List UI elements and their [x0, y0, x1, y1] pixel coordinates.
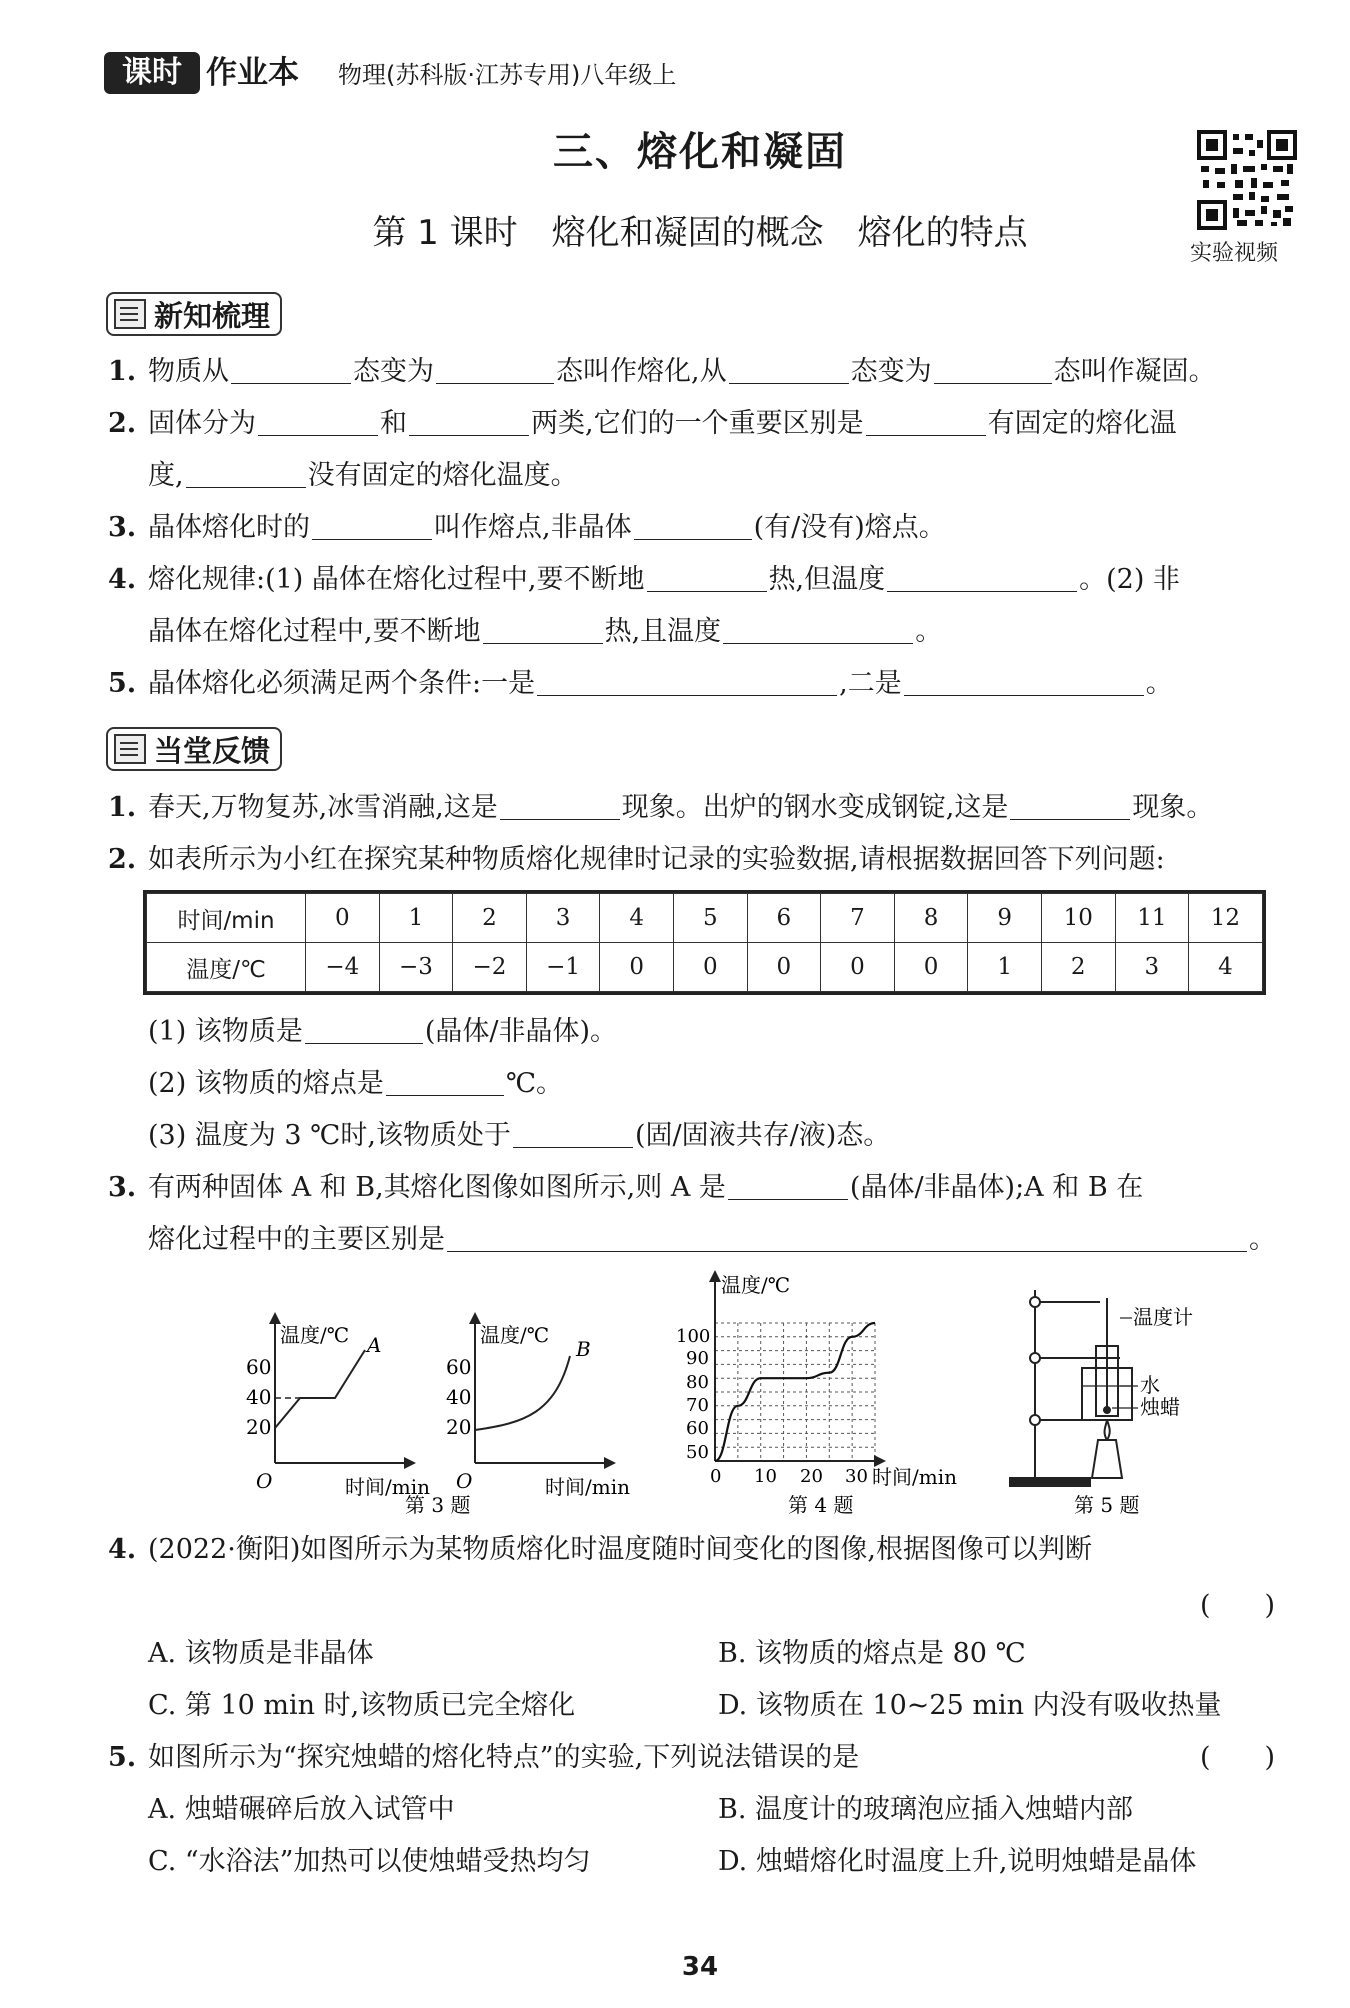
subject-label: 物理(苏科版·江苏专用)八年级上 [338, 61, 677, 89]
axis-label: 温度/℃ [280, 1323, 350, 1347]
table-cell: 10 [1041, 894, 1115, 943]
table-cell: 11 [1115, 894, 1189, 943]
table-cell: 1 [968, 943, 1042, 992]
choice-b[interactable]: B. 该物质的熔点是 80 ℃ [718, 1638, 1026, 1669]
tick-label: 70 [686, 1395, 709, 1416]
s1-question-4-cont: 晶体在熔化过程中,要不断地 热,且温度 。 [148, 616, 943, 647]
qr-caption: 实验视频 [1190, 241, 1279, 266]
origin-label: O [456, 1469, 473, 1493]
table-cell: −1 [526, 943, 600, 992]
data-table [146, 893, 1263, 992]
axis-label: 温度/℃ [480, 1323, 550, 1347]
answer-blank[interactable] [728, 1172, 848, 1200]
s2-question-2-sub2: (2) 该物质的熔点是 ℃。 [148, 1068, 564, 1099]
table-cell: 3 [526, 894, 600, 943]
tick-label: 30 [845, 1466, 868, 1487]
answer-blank[interactable] [537, 668, 837, 696]
s1-question-4: 4. 熔化规律:(1) 晶体在熔化过程中,要不断地 热,但温度 。(2) 非 [108, 564, 1180, 595]
pencil-note-icon [114, 734, 146, 764]
figure-3b-graph [446, 1318, 630, 1499]
answer-blank[interactable] [1010, 792, 1130, 820]
section-header-feedback [106, 727, 282, 771]
table-cell: 0 [673, 943, 747, 992]
chapter-title: 三、熔化和凝固 [553, 129, 847, 175]
s1-question-1: 1. 物质从 态变为 态叫作熔化,从 态变为 态叫作凝固。 [108, 356, 1216, 387]
choice-c[interactable]: C. 第 10 min 时,该物质已完全熔化 [148, 1690, 576, 1721]
tick-label: 60 [246, 1355, 272, 1379]
svg-text:烛蜡: 烛蜡 [1140, 1395, 1180, 1419]
choice-a[interactable]: A. 烛蜡碾碎后放入试管中 [148, 1794, 455, 1825]
answer-blank[interactable] [386, 1068, 504, 1096]
s2-question-2-sub3: (3) 温度为 3 ℃时,该物质处于 (固/固液共存/液)态。 [148, 1120, 891, 1151]
choice-b[interactable]: B. 温度计的玻璃泡应插入烛蜡内部 [718, 1794, 1134, 1825]
choice-d[interactable]: D. 该物质在 10~25 min 内没有吸收热量 [718, 1690, 1222, 1721]
tick-label: 90 [686, 1348, 709, 1369]
answer-paren[interactable]: ( ) [1200, 1742, 1276, 1773]
section-title: 当堂反馈 [154, 733, 271, 768]
tick-label: 60 [686, 1418, 709, 1439]
table-cell: 5 [673, 894, 747, 943]
s2-question-4: 4. (2022·衡阳)如图所示为某物质熔化时温度随时间变化的图像,根据图像可以判断 [108, 1534, 1092, 1565]
table-cell: 7 [821, 894, 895, 943]
answer-blank[interactable] [634, 512, 752, 540]
answer-blank[interactable] [723, 616, 913, 644]
s2-question-3: 3. 有两种固体 A 和 B,其熔化图像如图所示,则 A 是 (晶体/非晶体);A 和 B 在 [108, 1172, 1144, 1203]
figure-5-apparatus [1010, 1290, 1132, 1486]
tick-label: 10 [754, 1466, 777, 1487]
table-cell: 4 [600, 894, 674, 943]
table-cell: 0 [747, 943, 821, 992]
table-row [147, 894, 1263, 943]
tick-label: 60 [446, 1355, 472, 1379]
figure-caption: 第 5 题 [1074, 1493, 1140, 1517]
tick-label: 0 [710, 1466, 722, 1487]
answer-blank[interactable] [934, 356, 1052, 384]
table-header-cell: 时间/min [147, 894, 306, 943]
brand-suffix: 作业本 [206, 55, 299, 91]
figure-4-chart [676, 1273, 957, 1489]
table-cell: 8 [894, 894, 968, 943]
table-row [147, 943, 1263, 992]
figure-3a-graph [246, 1318, 430, 1499]
s1-question-5: 5. 晶体熔化必须满足两个条件:一是 ,二是 。 [108, 668, 1173, 699]
table-cell: 0 [306, 894, 380, 943]
choice-a[interactable]: A. 该物质是非晶体 [148, 1638, 374, 1669]
s2-question-2-sub1: (1) 该物质是 (晶体/非晶体)。 [148, 1016, 617, 1047]
table-cell: 9 [968, 894, 1042, 943]
origin-label: O [256, 1469, 273, 1493]
answer-blank[interactable] [312, 512, 432, 540]
table-cell: −2 [453, 943, 527, 992]
answer-blank[interactable] [513, 1120, 633, 1148]
answer-blank[interactable] [447, 1224, 1247, 1252]
table-cell: 3 [1115, 943, 1189, 992]
tick-label: 40 [246, 1385, 272, 1409]
table-header-cell: 温度/℃ [147, 943, 306, 992]
svg-text:温度计: 温度计 [1133, 1305, 1193, 1329]
s2-question-1: 1. 春天,万物复苏,冰雪消融,这是 现象。出炉的钢水变成钢锭,这是 现象。 [108, 792, 1214, 823]
answer-paren[interactable]: ( ) [1200, 1590, 1276, 1621]
table-cell: 6 [747, 894, 821, 943]
s1-question-2-cont: 度, 没有固定的熔化温度。 [148, 460, 578, 491]
s2-question-3-cont: 熔化过程中的主要区别是 。 [148, 1224, 1276, 1255]
answer-blank[interactable] [904, 668, 1144, 696]
table-cell: −4 [306, 943, 380, 992]
page-number: 34 [681, 1952, 719, 1982]
answer-blank[interactable] [305, 1016, 423, 1044]
answer-blank[interactable] [258, 408, 378, 436]
s2-question-2: 2. 如表所示为小红在探究某种物质熔化规律时记录的实验数据,请根据数据回答下列问题: [108, 844, 1165, 875]
answer-blank[interactable] [409, 408, 529, 436]
table-cell: −3 [379, 943, 453, 992]
choice-c[interactable]: C. “水浴法”加热可以使烛蜡受热均匀 [148, 1846, 591, 1877]
curve-label: A [367, 1333, 382, 1357]
answer-blank[interactable] [231, 356, 351, 384]
answer-blank[interactable] [647, 564, 767, 592]
tick-label: 80 [686, 1372, 709, 1393]
table-cell: 0 [821, 943, 895, 992]
tick-label: 50 [686, 1442, 709, 1463]
axis-label: 时间/min [345, 1475, 430, 1499]
answer-blank[interactable] [500, 792, 620, 820]
curve-label: B [576, 1337, 591, 1361]
axis-label: 温度/℃ [721, 1273, 791, 1297]
table-cell: 4 [1189, 943, 1263, 992]
tick-label: 20 [246, 1415, 272, 1439]
answer-blank[interactable] [866, 408, 986, 436]
book-icon [114, 299, 146, 329]
section-title: 新知梳理 [154, 298, 271, 333]
s1-question-3: 3. 晶体熔化时的 叫作熔点,非晶体 (有/没有)熔点。 [108, 512, 946, 543]
tick-label: 20 [800, 1466, 823, 1487]
tick-label: 100 [676, 1326, 711, 1347]
choice-d[interactable]: D. 烛蜡熔化时温度上升,说明烛蜡是晶体 [718, 1846, 1197, 1877]
svg-text:水: 水 [1140, 1373, 1160, 1397]
answer-blank[interactable] [729, 356, 849, 384]
answer-blank[interactable] [186, 460, 306, 488]
brand-logo: 课时 [104, 52, 200, 94]
answer-blank[interactable] [483, 616, 603, 644]
answer-blank[interactable] [887, 564, 1077, 592]
qr-code-icon[interactable] [1197, 130, 1297, 230]
section-header-new-knowledge [106, 292, 282, 336]
figure-caption: 第 3 题 [405, 1493, 471, 1517]
table-cell: 2 [453, 894, 527, 943]
tick-label: 40 [446, 1385, 472, 1409]
table-cell: 0 [600, 943, 674, 992]
answer-blank[interactable] [436, 356, 554, 384]
figure-caption: 第 4 题 [788, 1493, 854, 1517]
axis-label: 时间/min [872, 1465, 957, 1489]
figures-row [240, 1268, 1290, 1518]
table-cell: 1 [379, 894, 453, 943]
table-cell: 2 [1041, 943, 1115, 992]
table-cell: 0 [894, 943, 968, 992]
tick-label: 20 [446, 1415, 472, 1439]
axis-label: 时间/min [545, 1475, 630, 1499]
figure-5-labels [1112, 1305, 1193, 1419]
table-cell: 12 [1189, 894, 1263, 943]
lesson-title: 第 1 课时 熔化和凝固的概念 熔化的特点 [372, 213, 1028, 253]
s1-question-2: 2. 固体分为 和 两类,它们的一个重要区别是 有固定的熔化温 [108, 408, 1177, 439]
s2-question-5: 5. 如图所示为“探究烛蜡的熔化特点”的实验,下列说法错误的是 [108, 1742, 860, 1773]
